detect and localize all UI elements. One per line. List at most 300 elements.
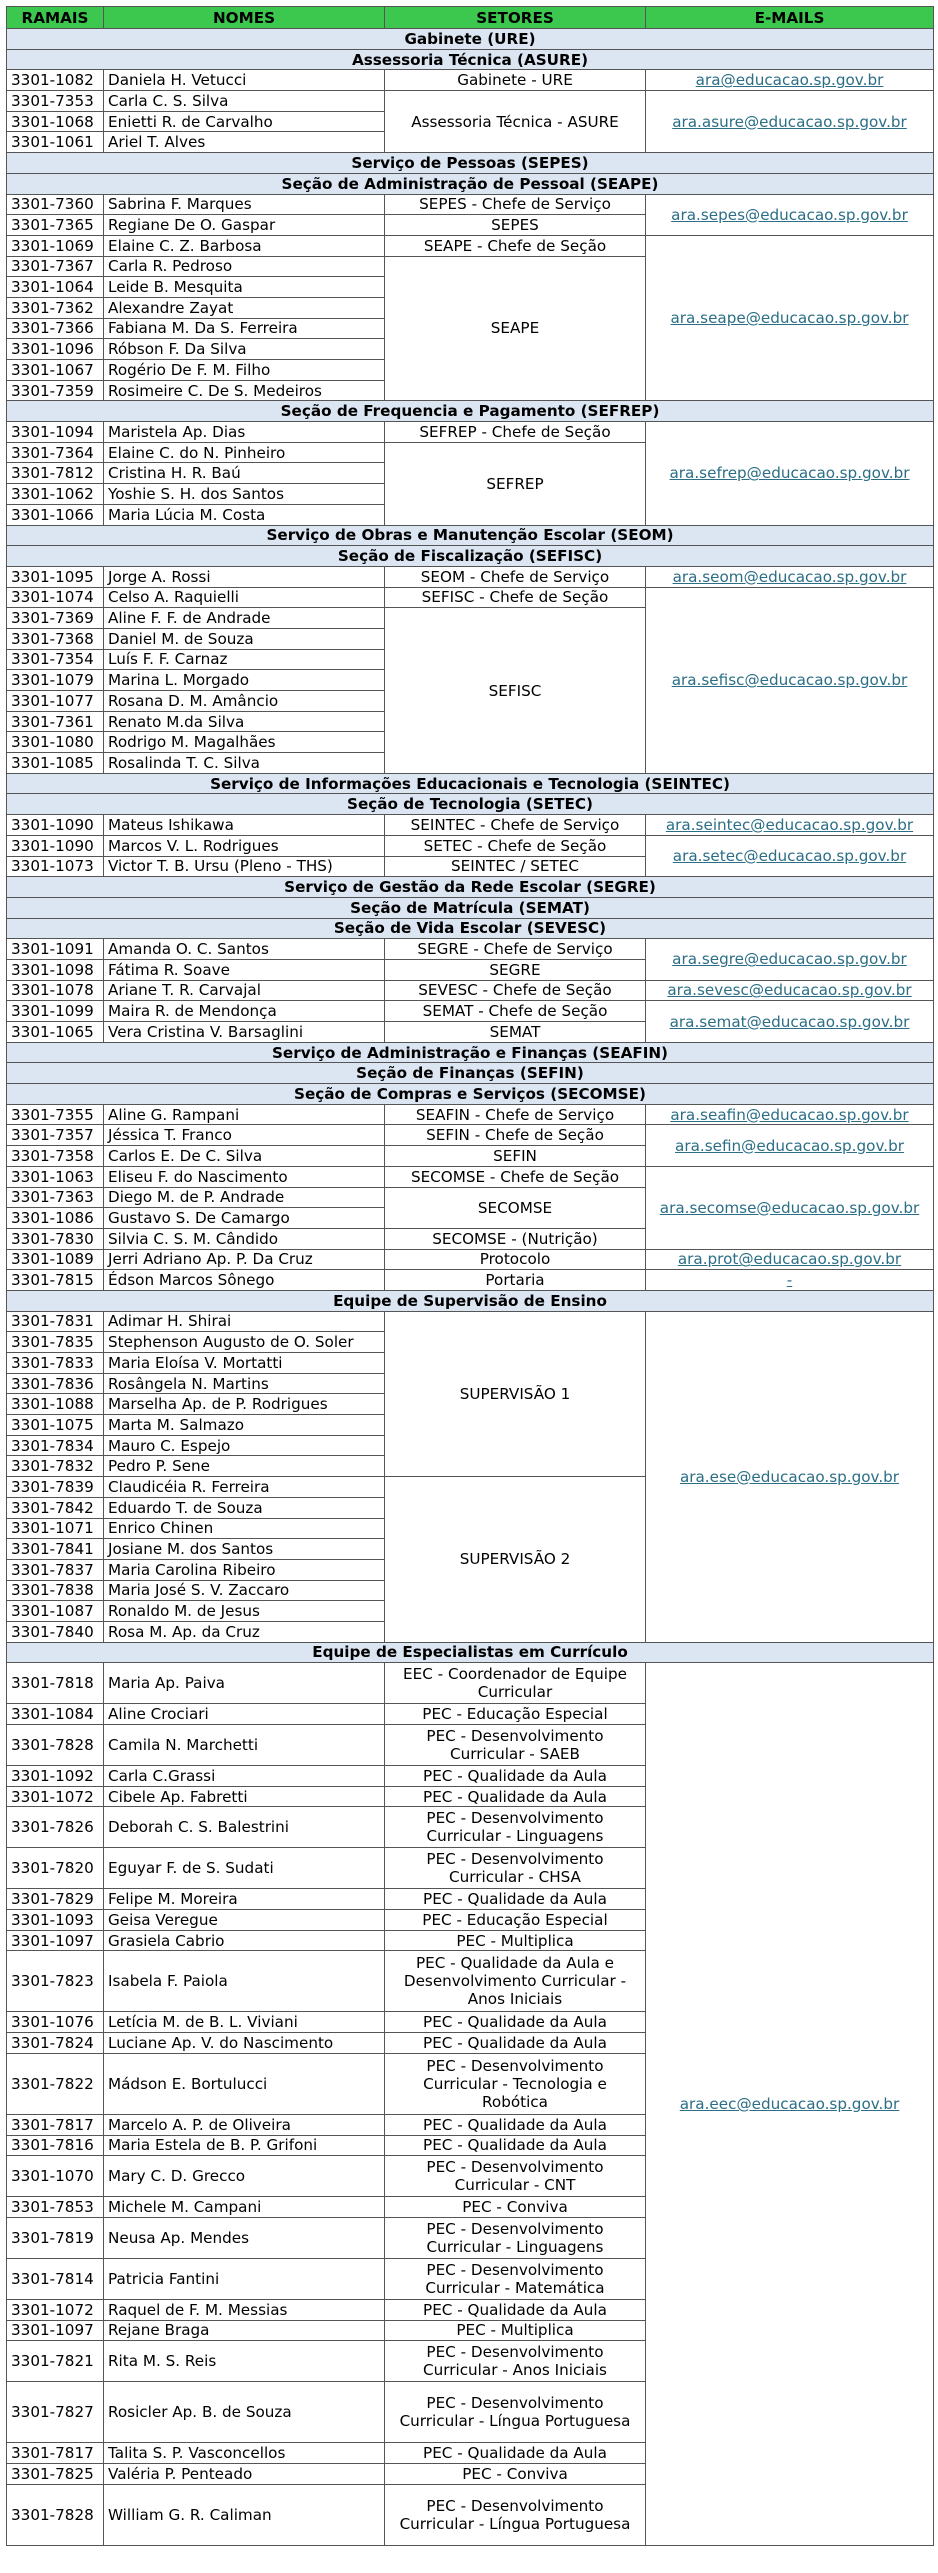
name-cell: Carla C.Grassi <box>104 1766 385 1787</box>
extension-cell: 3301-7842 <box>7 1497 104 1518</box>
sector-cell: SEFISC - Chefe de Seção <box>385 587 646 608</box>
section-title: Equipe de Supervisão de Ensino <box>7 1290 934 1311</box>
sector-cell: SEPES - Chefe de Serviço <box>385 194 646 215</box>
name-cell: Aline F. F. de Andrade <box>104 608 385 629</box>
section-header <box>7 525 934 546</box>
email-link[interactable]: ara.ese@educacao.sp.gov.br <box>679 1467 900 1486</box>
name-cell: Carla R. Pedroso <box>104 256 385 277</box>
email-link[interactable]: ara.seom@educacao.sp.gov.br <box>672 567 907 586</box>
sector-cell: SECOMSE <box>385 1187 646 1228</box>
name-cell: Marcos V. L. Rodrigues <box>104 835 385 856</box>
extension-cell: 3301-1090 <box>7 835 104 856</box>
name-cell: Regiane De O. Gaspar <box>104 215 385 236</box>
sector-cell: Assessoria Técnica - ASURE <box>385 91 646 153</box>
name-cell: Elaine C. do N. Pinheiro <box>104 442 385 463</box>
extension-cell: 3301-1085 <box>7 753 104 774</box>
extension-cell: 3301-7821 <box>7 2341 104 2382</box>
email-cell <box>646 1270 934 1291</box>
name-cell: Rosimeire C. De S. Medeiros <box>104 380 385 401</box>
sector-cell: PEC - Conviva <box>385 2197 646 2218</box>
sector-cell: SETEC - Chefe de Seção <box>385 835 646 856</box>
email-cell <box>646 587 934 773</box>
table-row <box>7 422 934 443</box>
sector-cell: PEC - Qualidade da Aula <box>385 1786 646 1807</box>
name-cell: Mauro C. Espejo <box>104 1435 385 1456</box>
sector-cell: SEFIN - Chefe de Seção <box>385 1125 646 1146</box>
extension-cell: 3301-7360 <box>7 194 104 215</box>
sector-cell: SEGRE - Chefe de Serviço <box>385 939 646 960</box>
name-cell: Daniela H. Vetucci <box>104 70 385 91</box>
name-cell: Claudicéia R. Ferreira <box>104 1477 385 1498</box>
name-cell: Victor T. B. Ursu (Pleno - THS) <box>104 856 385 877</box>
extension-cell: 3301-7354 <box>7 649 104 670</box>
extension-cell: 3301-1087 <box>7 1601 104 1622</box>
extension-cell: 3301-7818 <box>7 1663 104 1704</box>
section-title: Serviço de Obras e Manutenção Escolar (SEOM) <box>7 525 934 546</box>
extension-cell: 3301-7825 <box>7 2463 104 2484</box>
extension-cell: 3301-1069 <box>7 235 104 256</box>
email-link[interactable]: ara.segre@educacao.sp.gov.br <box>672 950 907 969</box>
sector-cell: PEC - Qualidade da Aula <box>385 1766 646 1787</box>
extension-cell: 3301-7841 <box>7 1539 104 1560</box>
name-cell: Renato M.da Silva <box>104 711 385 732</box>
extension-cell: 3301-1075 <box>7 1415 104 1436</box>
sector-cell: PEC - Qualidade da Aula <box>385 2033 646 2054</box>
email-cell <box>646 1311 934 1642</box>
extension-cell: 3301-1078 <box>7 980 104 1001</box>
sector-cell: PEC - Qualidade da Aula <box>385 2443 646 2464</box>
email-cell <box>646 815 934 836</box>
email-cell <box>646 235 934 401</box>
extension-cell: 3301-1080 <box>7 732 104 753</box>
extension-cell: 3301-1064 <box>7 277 104 298</box>
name-cell: Valéria P. Penteado <box>104 2463 385 2484</box>
name-cell: Cibele Ap. Fabretti <box>104 1786 385 1807</box>
name-cell: Felipe M. Moreira <box>104 1889 385 1910</box>
table-row <box>7 1001 934 1022</box>
extension-cell: 3301-1096 <box>7 339 104 360</box>
extension-cell: 3301-7831 <box>7 1311 104 1332</box>
name-cell: Vera Cristina V. Barsaglini <box>104 1022 385 1043</box>
sector-cell: SEGRE <box>385 959 646 980</box>
extension-cell: 3301-1061 <box>7 132 104 153</box>
table-row <box>7 815 934 836</box>
name-cell: Eguyar F. de S. Sudati <box>104 1848 385 1889</box>
name-cell: Eduardo T. de Souza <box>104 1497 385 1518</box>
table-row <box>7 566 934 587</box>
extension-cell: 3301-1098 <box>7 959 104 980</box>
name-cell: Marta M. Salmazo <box>104 1415 385 1436</box>
extension-cell: 3301-7837 <box>7 1559 104 1580</box>
name-cell: Jorge A. Rossi <box>104 566 385 587</box>
name-cell: Fabiana M. Da S. Ferreira <box>104 318 385 339</box>
contact-directory-table <box>6 6 934 2546</box>
extension-cell: 3301-7836 <box>7 1373 104 1394</box>
name-cell: Isabela F. Paiola <box>104 1951 385 2012</box>
extension-cell: 3301-7353 <box>7 91 104 112</box>
sector-cell: PEC - Qualidade da Aula <box>385 2299 646 2320</box>
sector-cell: PEC - Desenvolvimento Curricular - Linguagens <box>385 2217 646 2258</box>
name-cell: Cristina H. R. Baú <box>104 463 385 484</box>
section-title: Serviço de Pessoas (SEPES) <box>7 153 934 174</box>
section-header <box>7 173 934 194</box>
email-link[interactable]: - <box>786 1271 793 1290</box>
extension-cell: 3301-1093 <box>7 1910 104 1931</box>
extension-cell: 3301-7828 <box>7 1725 104 1766</box>
name-cell: Rosângela N. Martins <box>104 1373 385 1394</box>
header-nomes: NOMES <box>104 7 385 29</box>
sector-cell: SEAPE - Chefe de Seção <box>385 235 646 256</box>
extension-cell: 3301-7367 <box>7 256 104 277</box>
section-title: Seção de Fiscalização (SEFISC) <box>7 546 934 567</box>
extension-cell: 3301-7826 <box>7 1807 104 1848</box>
extension-cell: 3301-7812 <box>7 463 104 484</box>
table-row <box>7 235 934 256</box>
extension-cell: 3301-7838 <box>7 1580 104 1601</box>
email-cell <box>646 91 934 153</box>
name-cell: Rosana D. M. Amâncio <box>104 691 385 712</box>
sector-cell: SEPES <box>385 215 646 236</box>
extension-cell: 3301-7362 <box>7 297 104 318</box>
email-link[interactable]: ara.seafin@educacao.sp.gov.br <box>670 1105 909 1124</box>
email-cell <box>646 980 934 1001</box>
section-header <box>7 546 934 567</box>
name-cell: Jerri Adriano Ap. P. Da Cruz <box>104 1249 385 1270</box>
name-cell: Luís F. F. Carnaz <box>104 649 385 670</box>
section-title: Seção de Compras e Serviços (SECOMSE) <box>7 1084 934 1105</box>
sector-cell: PEC - Conviva <box>385 2463 646 2484</box>
extension-cell: 3301-7359 <box>7 380 104 401</box>
table-row <box>7 1270 934 1291</box>
sector-cell: SEFIN <box>385 1146 646 1167</box>
name-cell: Camila N. Marchetti <box>104 1725 385 1766</box>
sector-cell: PEC - Qualidade da Aula <box>385 1889 646 1910</box>
sector-cell: PEC - Multiplica <box>385 1930 646 1951</box>
name-cell: Marcelo A. P. de Oliveira <box>104 2114 385 2135</box>
extension-cell: 3301-7817 <box>7 2443 104 2464</box>
table-row <box>7 194 934 215</box>
extension-cell: 3301-7355 <box>7 1104 104 1125</box>
extension-cell: 3301-1077 <box>7 691 104 712</box>
extension-cell: 3301-1094 <box>7 422 104 443</box>
section-title: Seção de Vida Escolar (SEVESC) <box>7 918 934 939</box>
email-link[interactable]: ara.sevesc@educacao.sp.gov.br <box>667 981 912 1000</box>
extension-cell: 3301-7853 <box>7 2197 104 2218</box>
extension-cell: 3301-1099 <box>7 1001 104 1022</box>
sector-cell: SEFREP - Chefe de Seção <box>385 422 646 443</box>
email-cell <box>646 1249 934 1270</box>
sector-cell: PEC - Desenvolvimento Curricular - CHSA <box>385 1848 646 1889</box>
name-cell: Daniel M. de Souza <box>104 628 385 649</box>
sector-cell: PEC - Desenvolvimento Curricular - Anos Iniciais <box>385 2341 646 2382</box>
sector-cell: PEC - Desenvolvimento Curricular - SAEB <box>385 1725 646 1766</box>
name-cell: Eliseu F. do Nascimento <box>104 1166 385 1187</box>
name-cell: Josiane M. dos Santos <box>104 1539 385 1560</box>
extension-cell: 3301-1068 <box>7 111 104 132</box>
email-cell <box>646 422 934 525</box>
sector-cell: SEOM - Chefe de Serviço <box>385 566 646 587</box>
extension-cell: 3301-7365 <box>7 215 104 236</box>
extension-cell: 3301-7822 <box>7 2053 104 2114</box>
name-cell: Deborah C. S. Balestrini <box>104 1807 385 1848</box>
name-cell: Maria Eloísa V. Mortatti <box>104 1353 385 1374</box>
section-title: Seção de Administração de Pessoal (SEAPE) <box>7 173 934 194</box>
name-cell: Enrico Chinen <box>104 1518 385 1539</box>
sector-cell: SUPERVISÃO 2 <box>385 1477 646 1643</box>
email-link[interactable]: ara.seape@educacao.sp.gov.br <box>670 309 909 328</box>
email-link[interactable]: ara.seintec@educacao.sp.gov.br <box>665 815 914 834</box>
extension-cell: 3301-1066 <box>7 504 104 525</box>
name-cell: Carlos E. De C. Silva <box>104 1146 385 1167</box>
name-cell: Jéssica T. Franco <box>104 1125 385 1146</box>
section-title: Seção de Tecnologia (SETEC) <box>7 794 934 815</box>
sector-cell: SECOMSE - Chefe de Seção <box>385 1166 646 1187</box>
name-cell: Yoshie S. H. dos Santos <box>104 484 385 505</box>
extension-cell: 3301-7817 <box>7 2114 104 2135</box>
table-row <box>7 1311 934 1332</box>
extension-cell: 3301-1074 <box>7 587 104 608</box>
section-header <box>7 1084 934 1105</box>
extension-cell: 3301-1067 <box>7 360 104 381</box>
sector-cell: PEC - Educação Especial <box>385 1910 646 1931</box>
extension-cell: 3301-1079 <box>7 670 104 691</box>
extension-cell: 3301-7833 <box>7 1353 104 1374</box>
table-row <box>7 835 934 856</box>
extension-cell: 3301-7824 <box>7 2033 104 2054</box>
sector-cell: SEVESC - Chefe de Seção <box>385 980 646 1001</box>
extension-cell: 3301-1089 <box>7 1249 104 1270</box>
email-link[interactable]: ara.semat@educacao.sp.gov.br <box>669 1012 910 1031</box>
extension-cell: 3301-1086 <box>7 1208 104 1229</box>
name-cell: Maria Ap. Paiva <box>104 1663 385 1704</box>
extension-cell: 3301-7835 <box>7 1332 104 1353</box>
name-cell: Leide B. Mesquita <box>104 277 385 298</box>
table-row <box>7 1166 934 1187</box>
extension-cell: 3301-7820 <box>7 1848 104 1889</box>
sector-cell: PEC - Desenvolvimento Curricular - Linguagens <box>385 1807 646 1848</box>
extension-cell: 3301-1072 <box>7 2299 104 2320</box>
extension-cell: 3301-1082 <box>7 70 104 91</box>
section-header <box>7 1642 934 1663</box>
extension-cell: 3301-7828 <box>7 2484 104 2545</box>
extension-cell: 3301-1062 <box>7 484 104 505</box>
sector-cell: SEAPE <box>385 256 646 401</box>
section-title: Seção de Matrícula (SEMAT) <box>7 897 934 918</box>
name-cell: Sabrina F. Marques <box>104 194 385 215</box>
name-cell: Maira R. de Mendonça <box>104 1001 385 1022</box>
name-cell: Patricia Fantini <box>104 2258 385 2299</box>
sector-cell: PEC - Desenvolvimento Curricular - Matemática <box>385 2258 646 2299</box>
extension-cell: 3301-1097 <box>7 1930 104 1951</box>
section-title: Serviço de Informações Educacionais e Tecnologia (SEINTEC) <box>7 773 934 794</box>
section-title: Serviço de Administração e Finanças (SEAFIN) <box>7 1042 934 1063</box>
table-row <box>7 939 934 960</box>
email-cell <box>646 1104 934 1125</box>
name-cell: Rodrigo M. Magalhães <box>104 732 385 753</box>
name-cell: Enietti R. de Carvalho <box>104 111 385 132</box>
sector-cell: PEC - Qualidade da Aula <box>385 2012 646 2033</box>
email-link[interactable]: ara.sefrep@educacao.sp.gov.br <box>669 464 910 483</box>
name-cell: Rejane Braga <box>104 2320 385 2341</box>
name-cell: Mary C. D. Grecco <box>104 2156 385 2197</box>
name-cell: Letícia M. de B. L. Viviani <box>104 2012 385 2033</box>
sector-cell: PEC - Desenvolvimento Curricular - CNT <box>385 2156 646 2197</box>
sector-cell: EEC - Coordenador de Equipe Curricular <box>385 1663 646 1704</box>
name-cell: Grasiela Cabrio <box>104 1930 385 1951</box>
name-cell: Celso A. Raquielli <box>104 587 385 608</box>
email-link[interactable]: ara.sepes@educacao.sp.gov.br <box>671 205 908 224</box>
table-row <box>7 1125 934 1146</box>
header-row <box>7 7 934 29</box>
name-cell: Geisa Veregue <box>104 1910 385 1931</box>
email-link[interactable]: ara@educacao.sp.gov.br <box>695 71 884 90</box>
email-cell <box>646 70 934 91</box>
extension-cell: 3301-7839 <box>7 1477 104 1498</box>
name-cell: Rogério De F. M. Filho <box>104 360 385 381</box>
email-cell <box>646 566 934 587</box>
name-cell: Neusa Ap. Mendes <box>104 2217 385 2258</box>
extension-cell: 3301-7840 <box>7 1621 104 1642</box>
sector-cell: SEFREP <box>385 442 646 525</box>
name-cell: Rosa M. Ap. da Cruz <box>104 1621 385 1642</box>
extension-cell: 3301-1063 <box>7 1166 104 1187</box>
extension-cell: 3301-7823 <box>7 1951 104 2012</box>
name-cell: Raquel de F. M. Messias <box>104 2299 385 2320</box>
name-cell: Marina L. Morgado <box>104 670 385 691</box>
header-ramais: RAMAIS <box>7 7 104 29</box>
email-cell <box>646 194 934 235</box>
extension-cell: 3301-7364 <box>7 442 104 463</box>
name-cell: Mádson E. Bortulucci <box>104 2053 385 2114</box>
name-cell: Talita S. P. Vasconcellos <box>104 2443 385 2464</box>
name-cell: Ronaldo M. de Jesus <box>104 1601 385 1622</box>
name-cell: Rita M. S. Reis <box>104 2341 385 2382</box>
extension-cell: 3301-7368 <box>7 628 104 649</box>
table-row <box>7 1663 934 1704</box>
extension-cell: 3301-7815 <box>7 1270 104 1291</box>
sector-cell: SEINTEC / SETEC <box>385 856 646 877</box>
email-cell <box>646 1663 934 2545</box>
section-header <box>7 1042 934 1063</box>
sector-cell: SECOMSE - (Nutrição) <box>385 1228 646 1249</box>
section-header <box>7 773 934 794</box>
section-title: Seção de Frequencia e Pagamento (SEFREP) <box>7 401 934 422</box>
email-cell <box>646 835 934 876</box>
email-link[interactable]: ara.eec@educacao.sp.gov.br <box>679 2094 900 2113</box>
name-cell: Pedro P. Sene <box>104 1456 385 1477</box>
extension-cell: 3301-7829 <box>7 1889 104 1910</box>
name-cell: Maria Lúcia M. Costa <box>104 504 385 525</box>
name-cell: Carla C. S. Silva <box>104 91 385 112</box>
email-cell <box>646 1125 934 1166</box>
extension-cell: 3301-1090 <box>7 815 104 836</box>
name-cell: Silvia C. S. M. Cândido <box>104 1228 385 1249</box>
name-cell: Ariane T. R. Carvajal <box>104 980 385 1001</box>
name-cell: Róbson F. Da Silva <box>104 339 385 360</box>
name-cell: Mateus Ishikawa <box>104 815 385 836</box>
extension-cell: 3301-7361 <box>7 711 104 732</box>
table-row <box>7 1104 934 1125</box>
extension-cell: 3301-1076 <box>7 2012 104 2033</box>
sector-cell: PEC - Educação Especial <box>385 1704 646 1725</box>
sector-cell: PEC - Qualidade da Aula <box>385 2114 646 2135</box>
section-title: Gabinete (URE) <box>7 29 934 50</box>
name-cell: Alexandre Zayat <box>104 297 385 318</box>
name-cell: Stephenson Augusto de O. Soler <box>104 1332 385 1353</box>
extension-cell: 3301-7816 <box>7 2135 104 2156</box>
extension-cell: 3301-1065 <box>7 1022 104 1043</box>
extension-cell: 3301-7830 <box>7 1228 104 1249</box>
section-title: Seção de Finanças (SEFIN) <box>7 1063 934 1084</box>
extension-cell: 3301-7834 <box>7 1435 104 1456</box>
name-cell: Elaine C. Z. Barbosa <box>104 235 385 256</box>
section-title: Assessoria Técnica (ASURE) <box>7 49 934 70</box>
name-cell: Maria José S. V. Zaccaro <box>104 1580 385 1601</box>
name-cell: Ariel T. Alves <box>104 132 385 153</box>
section-header <box>7 401 934 422</box>
section-header <box>7 877 934 898</box>
sector-cell: SEMAT - Chefe de Seção <box>385 1001 646 1022</box>
sector-cell: SEMAT <box>385 1022 646 1043</box>
sector-cell: PEC - Qualidade da Aula <box>385 2135 646 2156</box>
name-cell: Édson Marcos Sônego <box>104 1270 385 1291</box>
name-cell: Rosicler Ap. B. de Souza <box>104 2382 385 2443</box>
table-row <box>7 1249 934 1270</box>
name-cell: Fátima R. Soave <box>104 959 385 980</box>
email-link[interactable]: ara.sefin@educacao.sp.gov.br <box>675 1136 904 1155</box>
email-link[interactable]: ara.sefisc@educacao.sp.gov.br <box>671 671 908 690</box>
email-link[interactable]: ara.asure@educacao.sp.gov.br <box>672 112 907 131</box>
sector-cell: PEC - Multiplica <box>385 2320 646 2341</box>
section-header <box>7 897 934 918</box>
extension-cell: 3301-1091 <box>7 939 104 960</box>
name-cell: Luciane Ap. V. do Nascimento <box>104 2033 385 2054</box>
email-link[interactable]: ara.prot@educacao.sp.gov.br <box>677 1250 902 1269</box>
extension-cell: 3301-7363 <box>7 1187 104 1208</box>
extension-cell: 3301-7366 <box>7 318 104 339</box>
sector-cell: SEAFIN - Chefe de Serviço <box>385 1104 646 1125</box>
extension-cell: 3301-1092 <box>7 1766 104 1787</box>
extension-cell: 3301-1072 <box>7 1786 104 1807</box>
extension-cell: 3301-1097 <box>7 2320 104 2341</box>
name-cell: Michele M. Campani <box>104 2197 385 2218</box>
section-header <box>7 1290 934 1311</box>
sector-cell: PEC - Desenvolvimento Curricular - Tecnologia e Robótica <box>385 2053 646 2114</box>
extension-cell: 3301-1084 <box>7 1704 104 1725</box>
extension-cell: 3301-7358 <box>7 1146 104 1167</box>
extension-cell: 3301-7819 <box>7 2217 104 2258</box>
sector-cell: PEC - Desenvolvimento Curricular - Língua Portuguesa <box>385 2382 646 2443</box>
name-cell: Diego M. de P. Andrade <box>104 1187 385 1208</box>
email-cell <box>646 1001 934 1042</box>
header-setores: SETORES <box>385 7 646 29</box>
name-cell: William G. R. Caliman <box>104 2484 385 2545</box>
email-link[interactable]: ara.secomse@educacao.sp.gov.br <box>659 1198 920 1217</box>
table-row <box>7 587 934 608</box>
extension-cell: 3301-1073 <box>7 856 104 877</box>
extension-cell: 3301-7369 <box>7 608 104 629</box>
extension-cell: 3301-7832 <box>7 1456 104 1477</box>
sector-cell: Gabinete - URE <box>385 70 646 91</box>
section-header <box>7 49 934 70</box>
header-emails: E-MAILS <box>646 7 934 29</box>
extension-cell: 3301-1088 <box>7 1394 104 1415</box>
extension-cell: 3301-7357 <box>7 1125 104 1146</box>
email-link[interactable]: ara.setec@educacao.sp.gov.br <box>672 847 907 865</box>
section-header <box>7 1063 934 1084</box>
section-header <box>7 918 934 939</box>
table-row <box>7 980 934 1001</box>
